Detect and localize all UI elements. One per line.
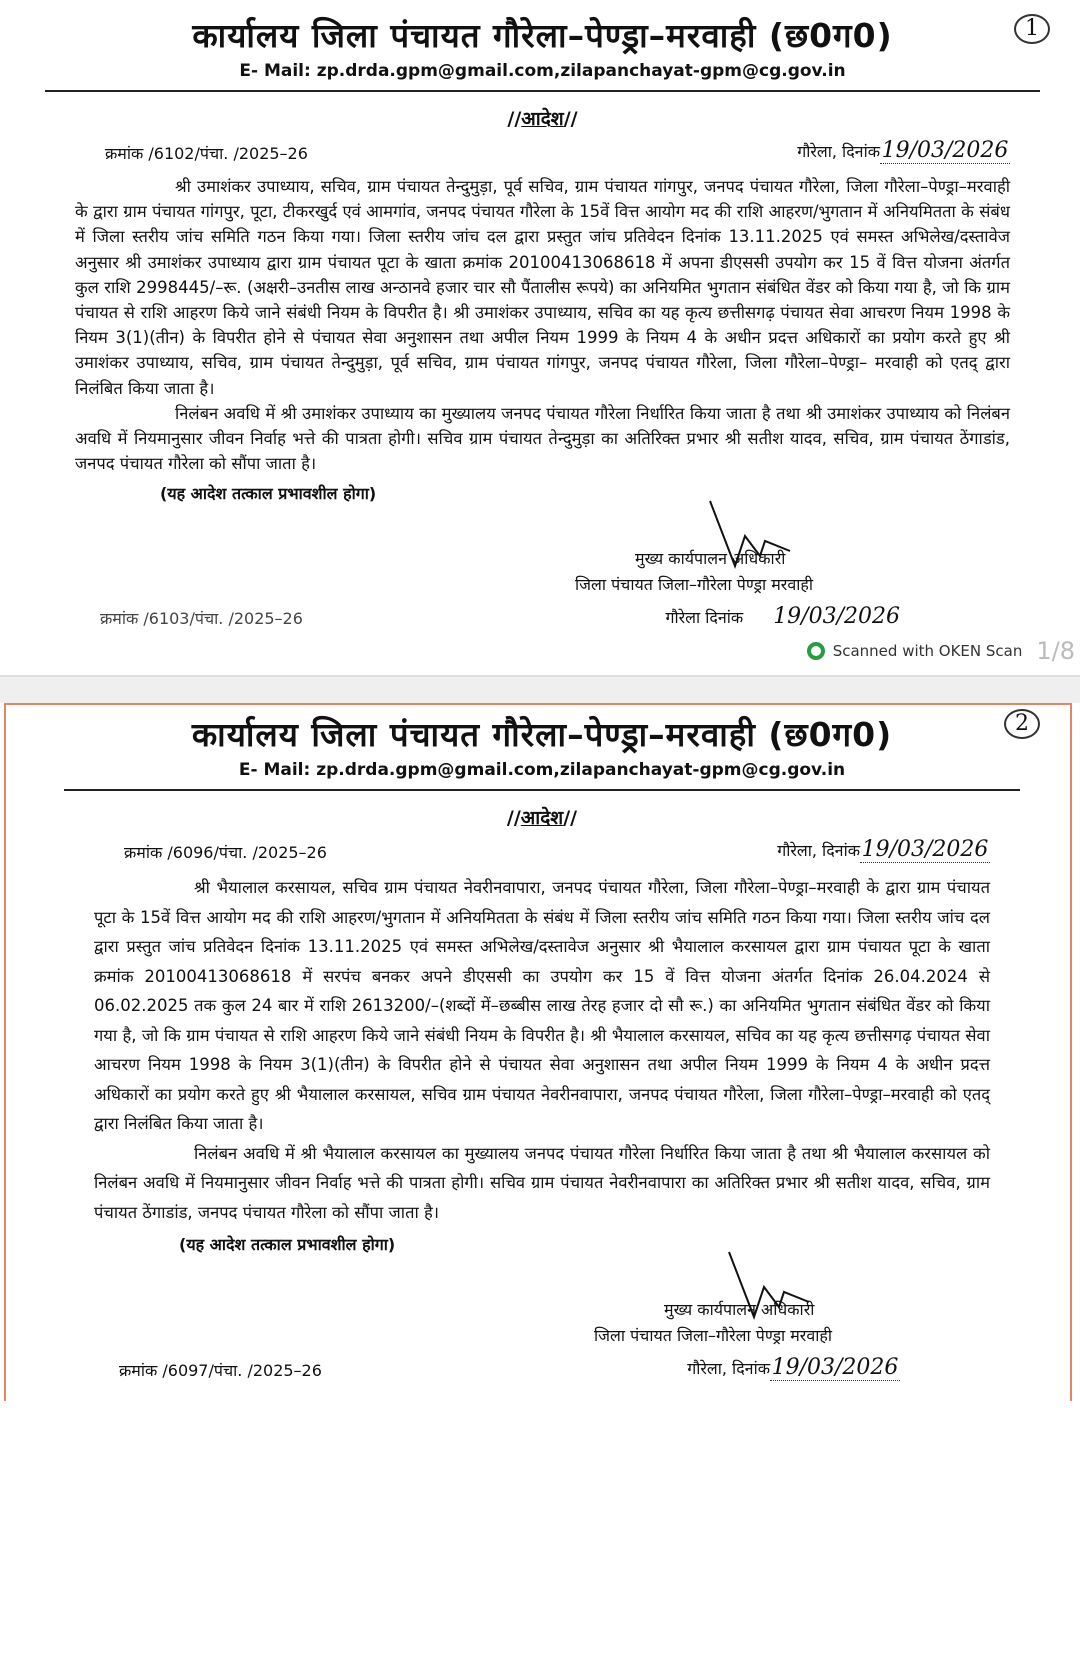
page-number-mark: 1 xyxy=(1014,14,1050,44)
order-paragraph: निलंबन अवधि में श्री उमाशंकर उपाध्याय का मुख्यालय जनपद पंचायत गौरेला निर्धारित किया जाता है तथा श्री उमाशंकर उपाध्याय को निलंबन अवधि में नियमानुसार जीवन निर्वाह भत्ते की पात्रता होगी। सचिव ग्राम पंचायत तेन्दुमुड़ा का अतिरिक्त प्रभार श्री सतीश यादव, सचिव, ग्राम पंचायत ठेंगाडांड, जनपद पंचायत गौरेला को सौंपा जाता है। xyxy=(75,403,1010,474)
office-title: कार्यालय जिला पंचायत गौरेला–पेण्ड्रा–मरवाही (छ0ग0) xyxy=(191,715,893,755)
order-number: क्रमांक /6102/पंचा. /2025–26 xyxy=(105,144,308,163)
order-body xyxy=(94,873,990,1227)
endorsement-place-date-label: गौरेला दिनांक xyxy=(665,608,744,628)
oken-scan-logo-icon xyxy=(807,642,825,660)
signatory-title: मुख्य कार्यपालन अधिकारी xyxy=(635,549,786,569)
signatory-title: मुख्य कार्यपालन अधिकारी xyxy=(664,1300,815,1320)
order-page-1 xyxy=(0,0,1080,675)
endorsement-row xyxy=(100,604,1010,629)
scanner-text: Scanned with OKEN Scan xyxy=(832,642,1023,661)
order-heading: //आदेश// xyxy=(507,108,578,130)
office-email: E- Mail: zp.drda.gpm@gmail.com,zilapanchayat-gpm@cg.gov.in xyxy=(239,61,846,81)
place-date xyxy=(797,138,1010,164)
order-heading-text: आदेश xyxy=(521,108,564,130)
effect-note: (यह आदेश तत्काल प्रभावशील होगा) xyxy=(179,1235,396,1255)
order-heading-text: आदेश xyxy=(520,807,564,830)
order-meta-row xyxy=(105,138,1010,164)
order-paragraph: निलंबन अवधि में श्री भैयालाल करसायल का मुख्यालय जनपद पंचायत गौरेला निर्धारित किया जाता है तथा श्री भैयालाल करसायल को निलंबन अवधि में नियमानुसार जीवन निर्वाह भत्ते की पात्रता होगी। सचिव ग्राम पंचायत नेवरीनवापारा का अतिरिक्त प्रभार श्री सतीश यादव, सचिव, ग्राम पंचायत ठेंगाडांड, जनपद पंचायत गौरेला को सौंपा जाता है। xyxy=(94,1143,990,1222)
place-date-label: गौरेला, दिनांक xyxy=(797,142,880,161)
page-number-mark: 2 xyxy=(1004,709,1040,739)
endorsement-handwritten-date: 19/03/2026 xyxy=(773,604,900,630)
order-heading: //आदेश// xyxy=(506,807,578,830)
endorsement-handwritten-date: 19/03/2026 xyxy=(771,1355,899,1381)
signatory-office: जिला पंचायत जिला–गौरेला पेण्ड्रा मरवाही xyxy=(594,1326,833,1346)
order-meta-row xyxy=(124,837,990,863)
page-indicator: 1/8 xyxy=(1036,637,1075,666)
scanner-row xyxy=(75,637,1075,665)
office-email: E- Mail: zp.drda.gpm@gmail.com,zilapanchayat-gpm@cg.gov.in xyxy=(238,760,846,781)
endorsement-number: क्रमांक /6103/पंचा. /2025–26 xyxy=(100,609,303,629)
handwritten-date: 19/03/2026 xyxy=(861,837,989,863)
signature-block xyxy=(594,1297,990,1349)
header-divider xyxy=(45,90,1040,92)
endorsement-place-date xyxy=(665,604,900,629)
signature-block xyxy=(575,546,1010,598)
place-date xyxy=(777,837,990,863)
signatory-office: जिला पंचायत जिला–गौरेला पेण्ड्रा मरवाही xyxy=(575,575,814,595)
scanner-watermark xyxy=(807,642,1023,660)
header-divider xyxy=(64,789,1020,791)
endorsement-place-date-label: गौरेला, दिनांक xyxy=(687,1359,770,1379)
order-number: क्रमांक /6096/पंचा. /2025–26 xyxy=(124,843,327,863)
page-separator xyxy=(0,675,1080,703)
endorsement-row xyxy=(119,1355,990,1381)
order-paragraph: श्री उमाशंकर उपाध्याय, सचिव, ग्राम पंचायत तेन्दुमुड़ा, पूर्व सचिव, ग्राम पंचायत गांगपुर, जनपद पंचायत गौरेला, जिला गौरेला–पेण्ड्रा–मरवाही के द्वारा ग्राम पंचायत गांगपुर, पूटा, टीकरखुर्द एवं आमगांव, जनपद पंचायत गौरेला के 15वें वित्त आयोग मद की राशि आहरण/भुगतान में अनियमितता के संबंध में जिला स्तरीय जांच समिति गठन किया गया। जिला स्तरीय जांच दल द्वारा प्रस्तुत जांच प्रतिवेदन दिनांक 13.11.2025 एवं समस्त अभिलेख/दस्तावेज अनुसार श्री उमाशंकर उपाध्याय द्वारा ग्राम पंचायत पूटा के खाता क्रमांक 20100413068618 में अपना डीएससी उपयोग कर 15 वें वित्त योजना अंतर्गत कुल राशि 2998445/–रू. (अक्षरी–उनतीस लाख अन्ठानवे हजार चार सौ पैंतालीस रूपये) का अनियमित भुगतान संबंधित वेंडर को किया गया है, जो कि ग्राम पंचायत से राशि आहरण किये जाने संबंधी नियम के विपरीत है। श्री उमाशंकर उपाध्याय, सचिव का यह कृत्य छत्तीसगढ़ पंचायत सेवा आचरण नियम 1998 के नियम 3(1)(तीन) के विपरीत होने से पंचायत सेवा अनुशासन तथा अपील नियम 1999 के नियम 4 के अधीन प्रदत्त अधिकारों का प्रयोग करते हुए श्री उमाशंकर उपाध्याय, सचिव, ग्राम पंचायत तेन्दुमुड़ा, पूर्व सचिव, ग्राम पंचायत गांगपुर, जनपद पंचायत गौरेला, जिला गौरेला–पेण्ड्रा– मरवाही को एतद् द्वारा निलंबित किया जाता है। xyxy=(75,177,1010,398)
endorsement-number: क्रमांक /6097/पंचा. /2025–26 xyxy=(119,1361,322,1381)
order-body xyxy=(75,174,1010,476)
endorsement-place-date xyxy=(687,1355,900,1381)
handwritten-date: 19/03/2026 xyxy=(881,138,1009,163)
effect-note: (यह आदेश तत्काल प्रभावशील होगा) xyxy=(160,484,377,504)
order-paragraph: श्री भैयालाल करसायल, सचिव ग्राम पंचायत नेवरीनवापारा, जनपद पंचायत गौरेला, जिला गौरेला–पेण्ड्रा–मरवाही के द्वारा ग्राम पंचायत पूटा के 15वें वित्त आयोग मद की राशि आहरण/भुगतान में अनियमितता के संबंध में जिला स्तरीय जांच समिति गठन किया गया। जिला स्तरीय जांच दल द्वारा प्रस्तुत जांच प्रतिवेदन दिनांक 13.11.2025 एवं समस्त अभिलेख/दस्तावेज अनुसार श्री भैयालाल करसायल द्वारा ग्राम पंचायत पूटा के खाता क्रमांक 20100413068618 में सरपंच बनकर अपने डीएससी का उपयोग कर 15 वें वित्त योजना अंतर्गत दिनांक 26.04.2024 से 06.02.2025 तक कुल 24 बार में राशि 2613200/–(शब्दों में–छब्बीस लाख तेरह हजार दो सौ रू.) का अनियमित भुगतान संबंधित वेंडर को किया गया है, जो कि ग्राम पंचायत से राशि आहरण किये जाने संबंधी नियम के विपरीत है। श्री भैयालाल करसायल, सचिव का यह कृत्य छत्तीसगढ़ पंचायत सेवा आचरण नियम 1998 के नियम 3(1)(तीन) के विपरीत होने से पंचायत सेवा अनुशासन तथा अपील नियम 1999 के नियम 4 के अधीन प्रदत्त अधिकारों का प्रयोग करते हुए श्री भैयालाल करसायल, सचिव ग्राम पंचायत नेवरीनवापारा, जनपद पंचायत गौरेला, जिला गौरेला–पेण्ड्रा–मरवाही को एतद् द्वारा निलंबित किया जाता है। xyxy=(94,878,990,1134)
place-date-label: गौरेला, दिनांक xyxy=(777,841,860,861)
order-page-2 xyxy=(4,703,1072,1401)
office-title: कार्यालय जिला पंचायत गौरेला–पेण्ड्रा–मरवाही (छ0ग0) xyxy=(192,16,893,55)
